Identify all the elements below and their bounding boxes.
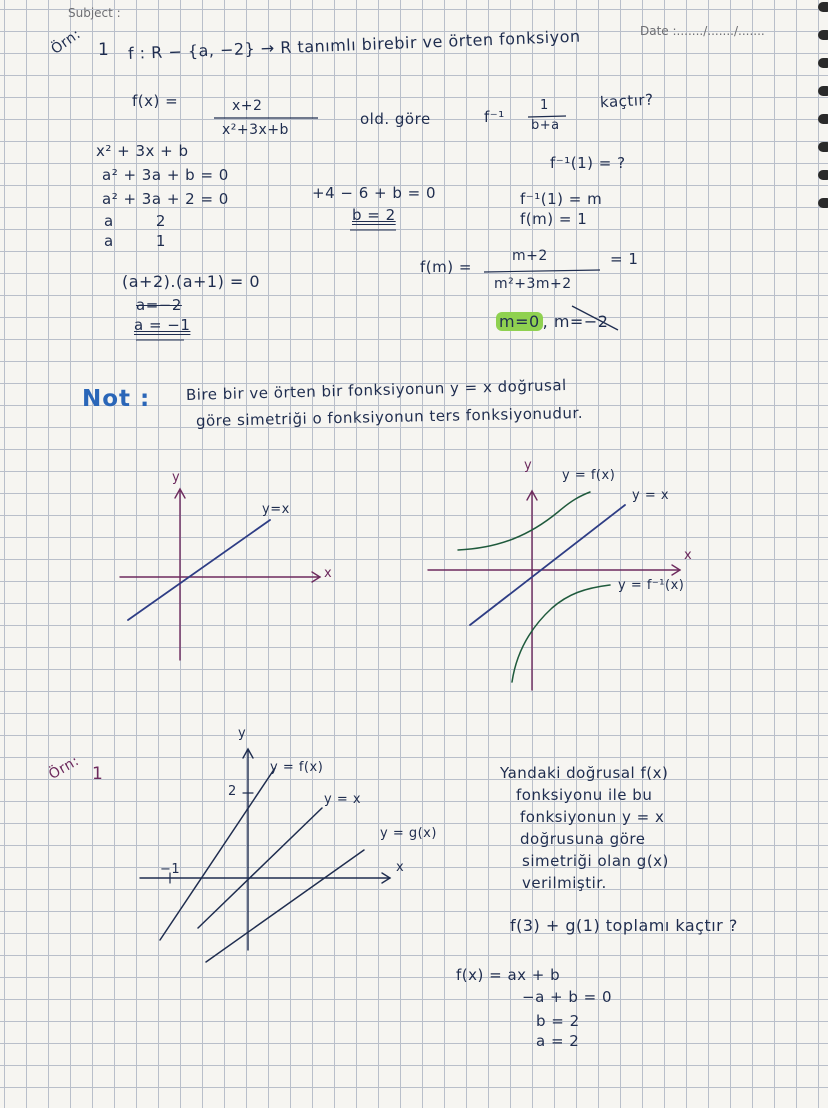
a-result: a = −1: [134, 316, 191, 334]
a-rejected: a=−2: [136, 296, 182, 314]
graph2-line-yx: [470, 505, 625, 625]
example2-label: Örn:: [46, 753, 82, 783]
example2-text-1: Yandaki doğrusal f(x): [500, 764, 669, 782]
fm-fraction-bar: [484, 270, 600, 272]
inverse-arg-denominator: b+a: [531, 118, 560, 133]
work-line-3: a² + 3a + 2 = 0: [102, 190, 229, 208]
graph-1: [120, 489, 320, 660]
inverse-arg-numerator: 1: [540, 98, 549, 113]
note-line-2: göre simetriği o fonksiyonun ters fonksiyonudur.: [195, 403, 584, 430]
inverse-notation: f⁻¹: [484, 108, 505, 126]
fx-denominator: x²+3x+b: [222, 122, 289, 138]
work-line-4: a 2: [104, 212, 166, 230]
work-line-1: x² + 3x + b: [96, 142, 189, 160]
example2-work-2: −a + b = 0: [522, 988, 613, 1006]
fx-definition: f(x) =: [132, 92, 179, 110]
graph2-finv-label: y = f⁻¹(x): [618, 578, 685, 593]
graph3-line-f: [160, 768, 275, 940]
m-crossout: [572, 306, 618, 330]
example2-number: 1: [92, 764, 104, 784]
example2-text-2: fonksiyonu ile bu: [516, 786, 653, 804]
graph3-x-label: x: [396, 860, 405, 875]
question-kactir: kaçtır?: [599, 90, 654, 112]
factored-equation: (a+2).(a+1) = 0: [122, 272, 261, 291]
graph3-line-label: y = x: [324, 792, 362, 807]
given-condition: old. göre: [360, 110, 431, 128]
graph2-f-label: y = f(x): [562, 468, 616, 483]
example2-text-3: fonksiyonun y = x: [520, 808, 665, 826]
example2-question: f(3) + g(1) toplamı kaçtır ?: [510, 916, 738, 935]
note-line-1: Bire bir ve örten bir fonksiyonun y = x doğrusal: [185, 376, 567, 404]
fx-numerator: x+2: [232, 98, 263, 114]
graph3-x-intercept: −1: [160, 862, 181, 877]
graph2-line-label: y = x: [632, 488, 670, 503]
example2-work-3: b = 2: [536, 1012, 580, 1030]
work-line-5: a 1: [104, 232, 166, 250]
graph3-line-g: [206, 850, 364, 962]
graph3-line-yx: [198, 808, 322, 928]
graph1-x-label: x: [324, 566, 333, 581]
inverse-step-1: f⁻¹(1) = m: [520, 190, 603, 208]
subject-label: Subject :: [68, 6, 121, 20]
fm-rhs: = 1: [610, 250, 639, 268]
graph2-curve-finv: [512, 585, 610, 682]
work-line-2: a² + 3a + b = 0: [102, 166, 229, 184]
graph3-y-intercept: 2: [228, 784, 237, 799]
graph1-line-yx: [128, 520, 270, 620]
fm-denominator: m²+3m+2: [494, 276, 572, 292]
fm-numerator: m+2: [512, 248, 548, 264]
b-result: b = 2: [352, 206, 396, 224]
inverse-step-2: f(m) = 1: [520, 210, 588, 228]
example2-text-4: doğrusuna göre: [520, 830, 646, 848]
graph3-y-label: y: [238, 726, 247, 741]
fm-definition: f(m) =: [420, 258, 472, 276]
graph2-curve-f: [458, 492, 590, 550]
example-number: 1: [98, 40, 110, 60]
problem-statement: f : R − {a, −2} → R tanımlı birebir ve örten fonksiyon: [127, 26, 581, 63]
b-work: +4 − 6 + b = 0: [312, 184, 437, 202]
graph1-line-label: y=x: [262, 502, 290, 517]
note-label: Not :: [82, 386, 151, 412]
graph2-x-label: x: [684, 548, 693, 563]
example2-work-4: a = 2: [536, 1032, 580, 1050]
answer-rejected: , m=−2: [542, 312, 609, 331]
answer-highlight: m=0: [496, 312, 543, 331]
goal-line: f⁻¹(1) = ?: [550, 154, 626, 172]
example2-text-5: simetriği olan g(x): [522, 852, 669, 870]
example2-work-1: f(x) = ax + b: [456, 966, 561, 984]
graph1-y-label: y: [172, 470, 181, 485]
graph3-f-label: y = f(x): [270, 760, 324, 775]
graph2-y-label: y: [524, 458, 533, 473]
example2-text-6: verilmiştir.: [522, 874, 607, 892]
inverse-fraction-bar: [528, 116, 566, 117]
date-label: Date :......./......./.......: [640, 24, 765, 38]
graph3-g-label: y = g(x): [380, 826, 437, 841]
example-label: Örn:: [48, 26, 84, 58]
graph-3: [140, 749, 390, 962]
